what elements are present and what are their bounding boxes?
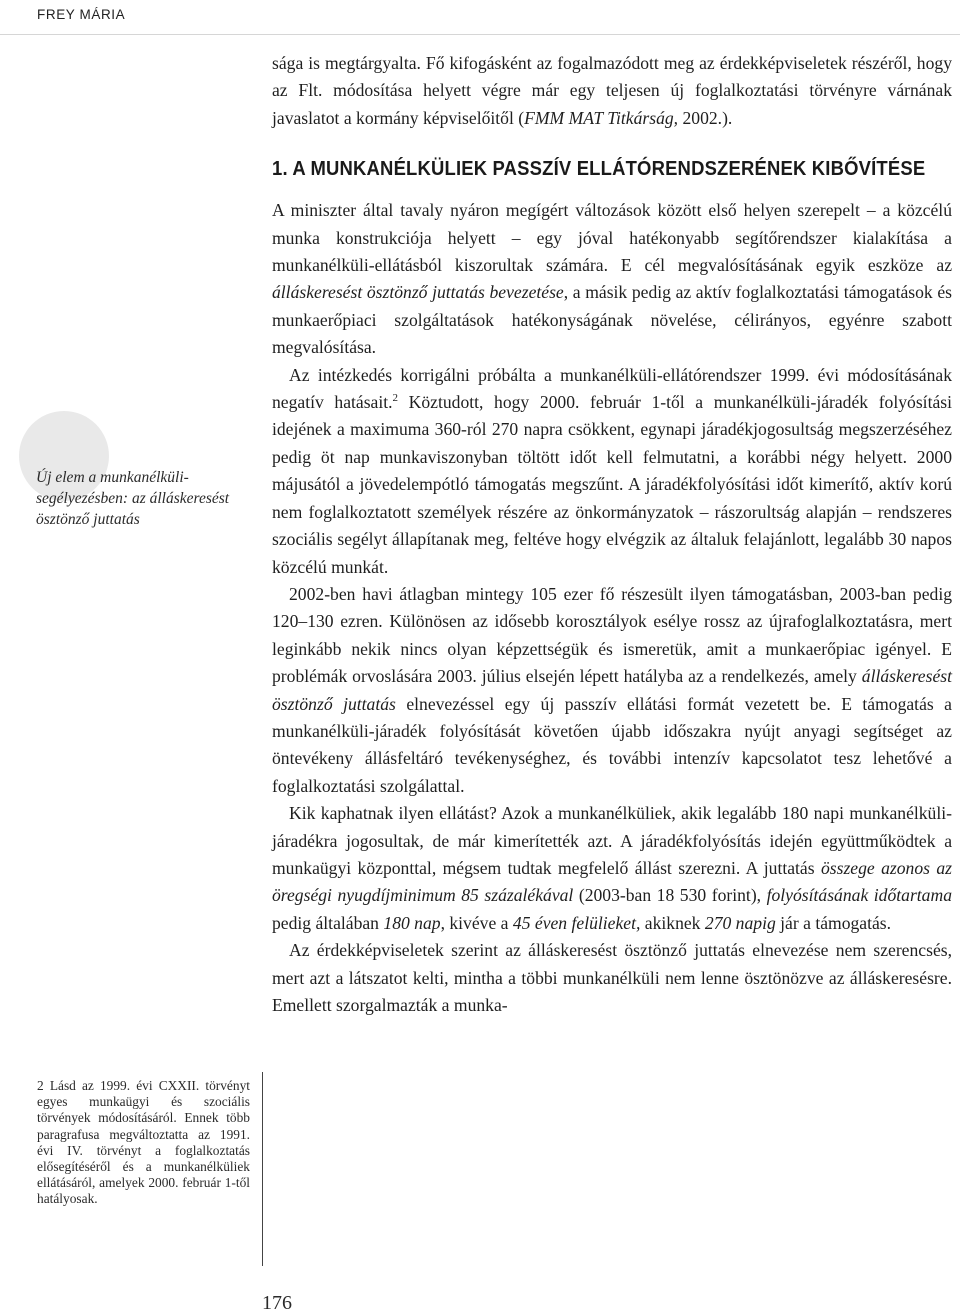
running-header [0,0,960,35]
footnote-text: 2 Lásd az 1999. évi CXXII. törvényt egyes munkaügyi és szociális törvények módosításáról. Ennek több paragrafusa megváltoztatta az 1991. évi IV. törvényt a foglalkoztatás elősegítéséről és a munkanélküliek ellátásáról, amelyek 2000. február 1-től hatályosak. [37,1078,250,1207]
paragraph-2 [272,362,952,581]
paragraph-5: Az érdekképviseletek szerint az álláskeresést ösztönző juttatás elnevezése nem szerencsés, mert azt a látszatot kelti, mintha a többi munkanélküli nem lenne ösztönözve az álláskeresésre. Emellett szorgalmazták a munka- [272,940,952,1015]
p4-emphasis-amount: összege azonos az öregségi nyugdíjminimum 85 százalékával [272,857,952,906]
p1-text-b: , a másik pedig az aktív foglalkoztatási támogatások és munkaerőpiaci szolgáltatások hatékonyságának növelése, célirányos, egyénre szabott megvalósítása. [272,282,953,358]
p4-text-f: jár a támogatás. [775,912,892,933]
p4-emphasis-age: 45 éven felülieket, [512,912,641,933]
p3-emphasis: álláskeresést ösztönző juttatás [272,666,952,714]
footnote-ref[interactable]: 2 [392,392,399,405]
p3-text-b: elnevezéssel egy új passzív ellátási formát vezetett be. E támogatás a munkanélküli-járadék folyósítását követően újabb időszakra nyújt anyagi segítséget az öntevékeny állásfeltáró tevékenységhez, és további intenzív kapcsolatot tesz lehetővé a foglalkoztatási szolgálattal. [272,693,952,796]
p4-emphasis-long-days: 270 napig [704,912,776,933]
paragraph-3 [272,581,952,800]
p4-text-e: akiknek [640,912,705,933]
intro-citation: FMM MAT Titkárság, [524,107,679,128]
intro-citation-year: 2002.). [678,107,733,128]
p2-text-a: Az intézkedés korrigálni próbálta a munkanélküli-ellátórendszer 1999. évi módosításának negatív hatásait. [272,364,952,413]
margin-note: Új elem a munkanélküli-segélyezésben: az álláskeresést ösztönző juttatás [36,469,230,528]
running-header-author: FREY MÁRIA [37,7,126,22]
p3-text-a: 2002-ben havi átlagban mintegy 105 ezer fő részesült ilyen támogatásban, 2003-ban pedig 120–130 ezren. Különösen az idősebb korosztályok esélye rossz az újrafoglalkoztatásra, mert leginkább nekik nincs olyan képzettségük és ismeretük, amit a munkaerőpiac igényel. E problémák orvoslására 2003. július elsején lépett hatályba az a rendelkezés, amely [272,583,952,687]
p2-text-b: Köztudott, hogy 2000. február 1-től a munkanélküli-járadék folyósítási idejének a maximuma 360-ról 270 napra csökkent, egynapi járadékjogosultság megszerzéséhez pedig öt nap munkaviszonyban töltött időt kell felmutatni, a korábbi négy helyett. 2000 májusától a jövedelempótló támogatás megszűnt. A járadékfolyósítási időt kimerítő, aktív korú nem foglalkoztatott személyek részére az önkormányzatok – rászorultság alapján – rendszeres szociális segélyt állapítanak meg, feltéve hogy elvégzik az általuk felajánlott, legalább 30 napos közcélú munkát. [272,392,953,577]
footnote-rule [262,1072,263,1266]
paragraph-1 [272,197,952,361]
section-heading: 1. A MUNKANÉLKÜLIEK PASSZÍV ELLÁTÓRENDSZERÉNEK KIBŐVÍTÉSE [272,157,926,181]
intro-paragraph [272,50,952,132]
p4-text-b: (2003-ban 18 530 forint), [573,885,767,906]
p4-emphasis-duration: folyósításának időtartama [766,885,952,906]
paragraph-4 [272,800,952,937]
intro-text: sága is megtárgyalta. Fő kifogásként az fogalmazódott meg az érdekképviseletek részéről, hogy az Flt. módosítása helyett végre már egy teljesen új foglalkoztatási törvényre várnának javaslatot a kormány képviselőitől ( [272,53,952,128]
p4-emphasis-days: 180 nap [383,912,441,933]
p4-text-a: Kik kaphatnak ilyen ellátást? Azok a munkanélküliek, akik legalább 180 napi munkanélküli-járadékra jogosultak, de már kimerítették azt. A járadékfolyósítás idején együttműködtek a munkaügyi központtal, mégsem tudtak megfelelő állást szerezni. A juttatás [272,803,952,878]
footnote [37,1078,250,1208]
page-number: 176 [262,1292,292,1314]
p1-emphasis: álláskeresést ösztönző juttatás bevezetése [272,282,564,303]
p4-text-c: pedig általában [272,912,384,933]
p4-text-d: , kivéve a [440,912,513,933]
p1-text-a: A miniszter által tavaly nyáron megígért változások között első helyen szerepelt – a közcélú munka konstrukciója helyett – egy jóval hatékonyabb segítőrendszer kialakítása a munkanélküli-ellátásból kiszorultak számára. E cél megvalósításának egyik eszköze az [272,200,952,276]
main-column [272,50,952,1019]
